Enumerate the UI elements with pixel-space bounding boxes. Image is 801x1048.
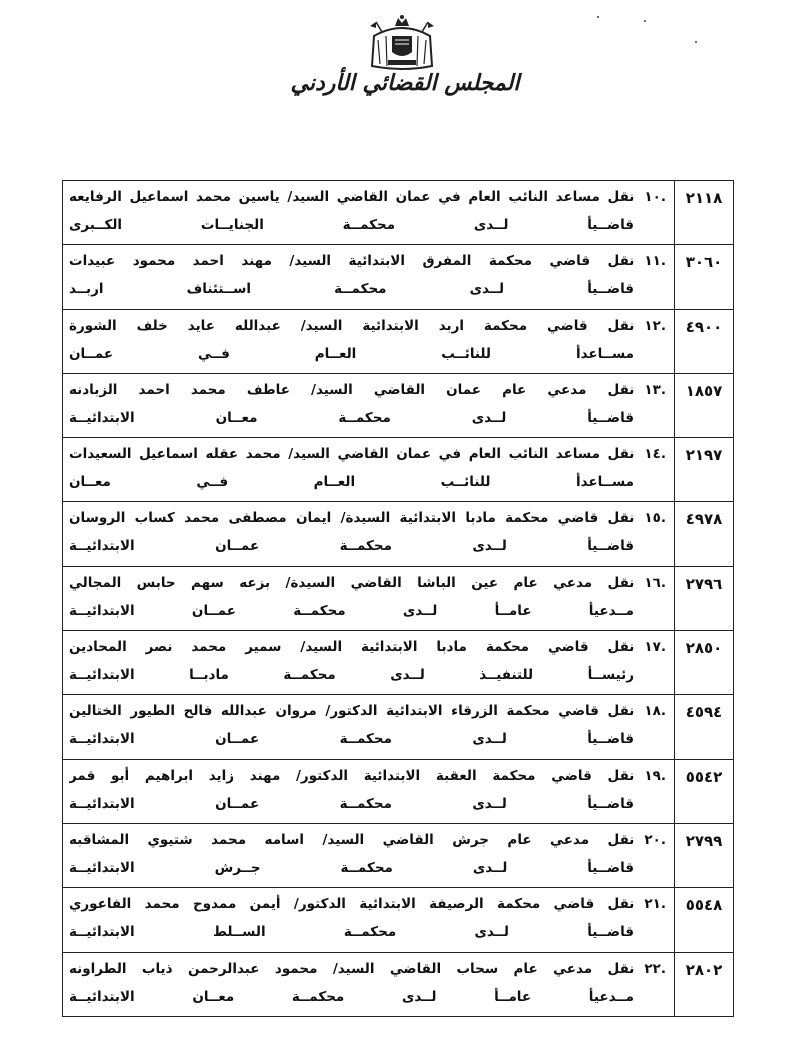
scan-speck	[597, 16, 599, 18]
table-row	[63, 438, 734, 502]
new-position: مــدعيأ عامــأ لــدى محكمــة معــان الابتدائيــة	[69, 988, 634, 1005]
item-number: .١٢	[644, 317, 666, 334]
table-row	[63, 759, 734, 823]
new-position: قاضــيأ لــدى محكمــة عمــان الابتدائيــة	[69, 731, 634, 748]
transfer-description: نقل قاضي محكمة العقبة الابتدائية الدكتور/ مهند زايد ابراهيم أبو قمر	[69, 767, 635, 784]
item-number: .١٦	[644, 574, 666, 591]
table-row	[63, 245, 734, 309]
transfer-statement	[69, 186, 666, 210]
decision-code: ٣٠٦٠	[675, 245, 734, 309]
decision-code: ٢٨٥٠	[675, 631, 734, 695]
transfer-description: نقل قاضي محكمة اربد الابتدائية السيد/ عبدالله عايد خلف الشورة	[69, 317, 635, 334]
new-position: قاضــيأ لــدى محكمــة عمــان الابتدائيــة	[69, 795, 634, 812]
new-position: قاضــيأ لــدى محكمــة معــان الابتدائيــة	[69, 409, 634, 426]
decision-code: ٤٥٩٤	[675, 695, 734, 759]
new-position: مســاعدأ للنائــب العــام فــي عمــان	[69, 345, 634, 362]
table-row	[63, 823, 734, 887]
decision-code: ٢٨٠٢	[675, 952, 734, 1016]
item-number: .١٧	[644, 639, 666, 656]
table-row	[63, 373, 734, 437]
letterhead	[0, 0, 801, 130]
item-number: .٢٢	[644, 960, 666, 977]
decision-text-cell	[63, 438, 675, 502]
item-number: .١٩	[644, 767, 666, 784]
item-number: .١٨	[644, 703, 666, 720]
table-row	[63, 888, 734, 952]
transfer-description: نقل مدعي عام سحاب القاضي السيد/ محمود عبدالرحمن ذياب الطراونه	[69, 960, 635, 977]
transfer-description: نقل مدعي عام عمان القاضي السيد/ عاطف محمد احمد الزبادنه	[69, 381, 635, 398]
decision-code: ١٨٥٧	[675, 373, 734, 437]
new-position: قاضــيأ لــدى محكمــة عمــان الابتدائيــة	[69, 538, 634, 555]
decision-text-cell	[63, 373, 675, 437]
item-number: .٢١	[644, 896, 666, 913]
new-position: قاضــيأ لــدى محكمــة اســتئناف اربــد	[69, 281, 634, 298]
transfer-statement	[69, 315, 666, 339]
decision-code: ٢١١٨	[675, 181, 734, 245]
transfer-statement	[69, 572, 666, 596]
transfer-description: نقل مساعد النائب العام في عمان القاضي السيد/ ياسين محمد اسماعيل الرفايعه	[69, 189, 635, 205]
decision-text-cell	[63, 245, 675, 309]
table-row	[63, 502, 734, 566]
table-row	[63, 309, 734, 373]
decision-text-cell	[63, 181, 675, 245]
transfer-statement	[69, 958, 666, 982]
decision-text-cell	[63, 888, 675, 952]
transfer-description: نقل قاضي محكمة مادبا الابتدائية السيد/ سمير محمد نصر المحادين	[69, 639, 635, 656]
table-row	[63, 566, 734, 630]
new-position: رئيســأ للتنفيــذ لــدى محكمــة مادبــا الابتدائيــة	[69, 667, 634, 684]
table-row	[63, 695, 734, 759]
decision-text-cell	[63, 566, 675, 630]
transfer-description: نقل قاضي محكمة الزرقاء الابتدائية الدكتور/ مروان عبدالله فالح الطيور الختالين	[69, 703, 635, 720]
table-row	[63, 181, 734, 245]
decision-text-cell	[63, 631, 675, 695]
decision-text-cell	[63, 823, 675, 887]
transfer-statement	[69, 636, 666, 660]
jordan-coat-of-arms-icon	[362, 14, 442, 72]
transfer-description: نقل قاضي محكمة الرصيفة الابتدائية الدكتور/ أيمن ممدوح محمد الفاعوري	[69, 896, 635, 913]
item-number: .١٠	[644, 189, 666, 205]
decision-code: ٥٥٤٢	[675, 759, 734, 823]
new-position: قاضــيأ لــدى محكمــة الســلط الابتدائيــة	[69, 924, 634, 941]
table-row	[63, 952, 734, 1016]
decision-code: ٥٥٤٨	[675, 888, 734, 952]
decision-code: ٢٧٩٩	[675, 823, 734, 887]
transfer-statement	[69, 765, 666, 789]
item-number: .١١	[644, 253, 666, 270]
council-name: المجلس القضائي الأردني	[290, 70, 520, 96]
decision-text-cell	[63, 502, 675, 566]
transfer-statement	[69, 443, 666, 467]
decision-code: ٢١٩٧	[675, 438, 734, 502]
transfer-statement	[69, 893, 666, 917]
decision-text-cell	[63, 695, 675, 759]
transfer-statement	[69, 250, 666, 274]
transfer-description: نقل قاضي محكمة المفرق الابتدائية السيد/ مهند احمد محمود عبيدات	[69, 253, 635, 270]
transfer-statement	[69, 829, 666, 853]
scan-speck	[695, 41, 697, 43]
decision-code: ٢٧٩٦	[675, 566, 734, 630]
decisions-table	[62, 180, 734, 1017]
transfer-description: نقل مدعي عام عين الباشا القاضي السيدة/ بزعه سهم حابس المجالي	[69, 574, 635, 591]
decision-text-cell	[63, 309, 675, 373]
new-position: مســاعدأ للنائــب العــام فــي معــان	[69, 474, 634, 491]
transfer-statement	[69, 507, 666, 531]
new-position: قاضــيأ لــدى محكمــة جــرش الابتدائيــة	[69, 859, 634, 876]
item-number: .١٥	[644, 510, 666, 527]
table-row	[63, 631, 734, 695]
decision-code: ٤٩٧٨	[675, 502, 734, 566]
transfer-description: نقل مدعي عام جرش القاضي السيد/ اسامه محمد شتيوي المشاقبه	[69, 831, 635, 848]
scan-speck	[644, 20, 646, 22]
item-number: .٢٠	[644, 831, 666, 848]
transfer-description: نقل قاضي محكمة مادبا الابتدائية السيدة/ ايمان مصطفى محمد كساب الروسان	[69, 510, 635, 527]
item-number: .١٤	[644, 446, 666, 463]
transfer-statement	[69, 379, 666, 403]
decision-code: ٤٩٠٠	[675, 309, 734, 373]
transfer-description: نقل مساعد النائب العام في عمان القاضي السيد/ محمد عقله اسماعيل السعيدات	[69, 446, 635, 463]
decision-text-cell	[63, 952, 675, 1016]
decision-text-cell	[63, 759, 675, 823]
transfer-statement	[69, 700, 666, 724]
new-position: قاضــيأ لــدى محكمــة الجنايــات الكــبرى	[69, 217, 634, 233]
item-number: .١٣	[644, 381, 666, 398]
new-position: مــدعيأ عامــأ لــدى محكمــة عمــان الابتدائيــة	[69, 602, 634, 619]
